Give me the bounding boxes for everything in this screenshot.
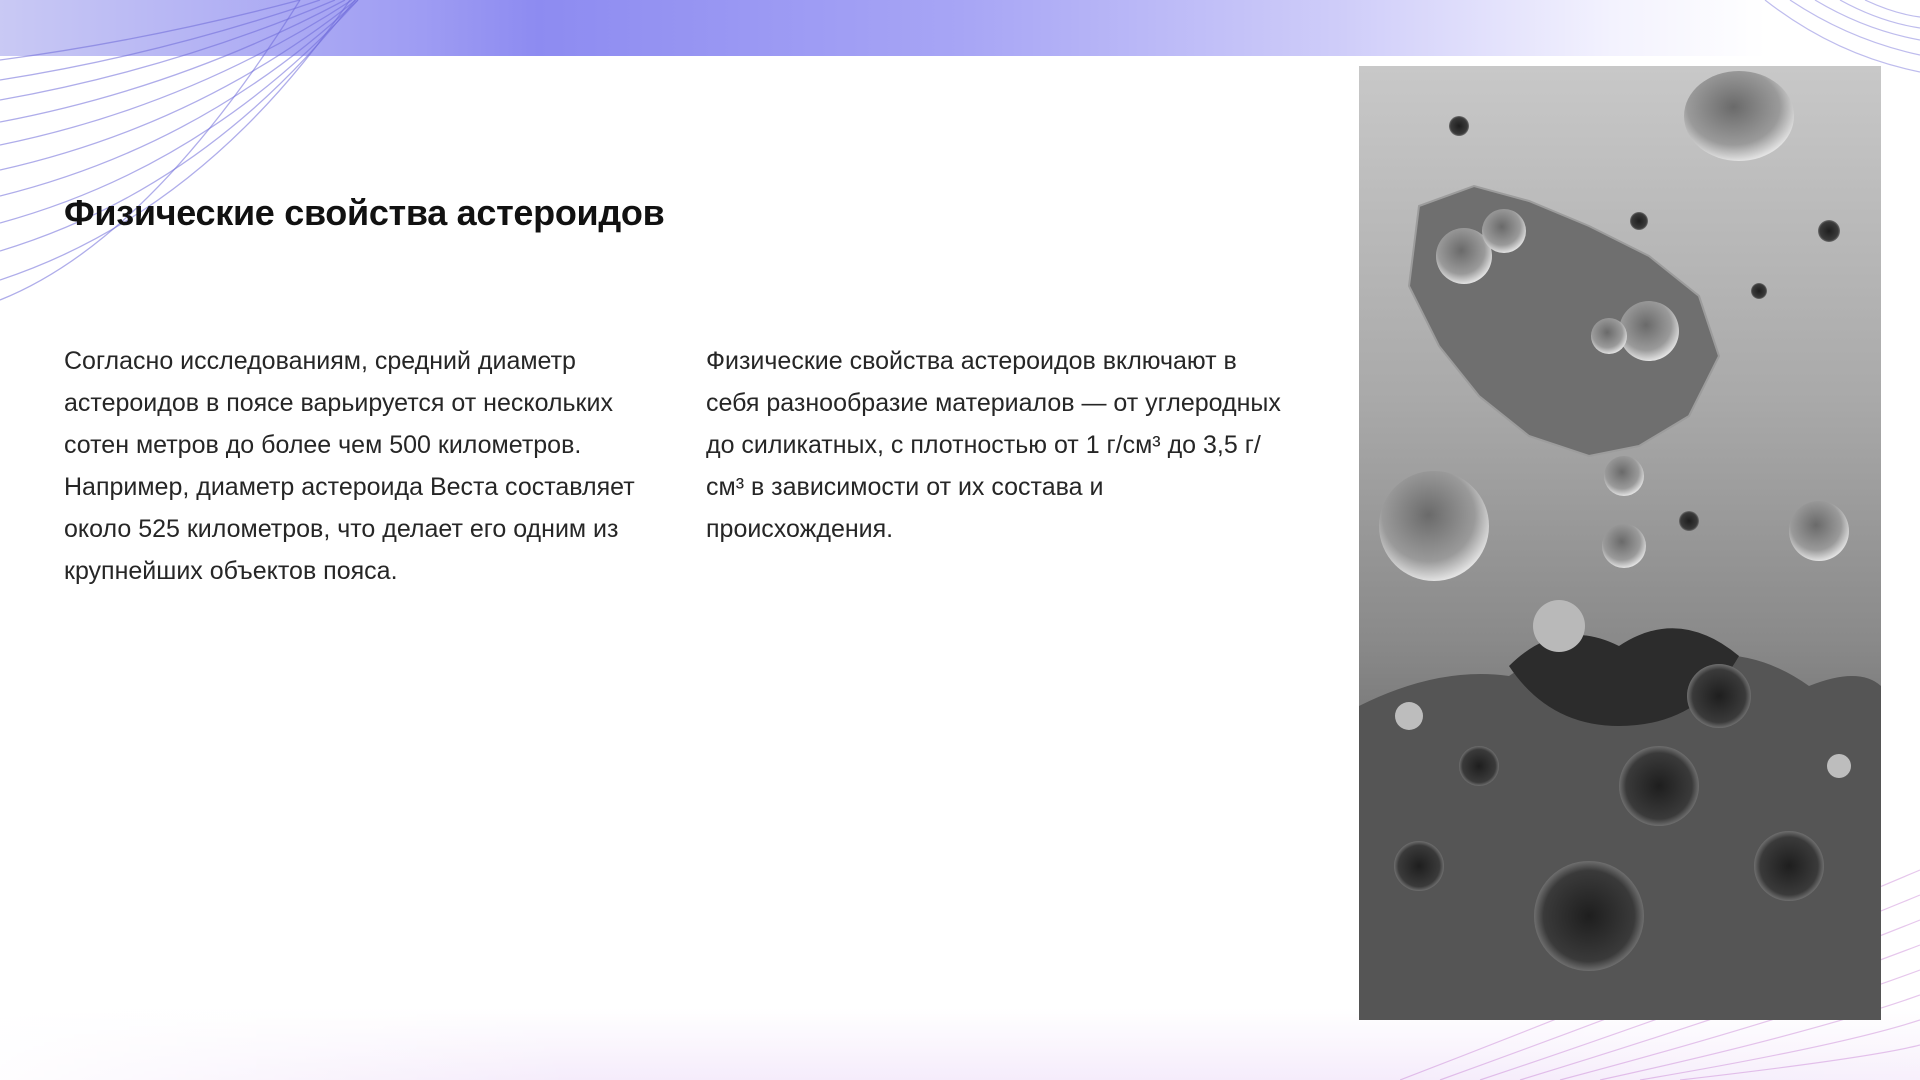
top-gradient-band bbox=[0, 0, 1920, 56]
slide-title: Физические свойства астероидов bbox=[64, 192, 665, 233]
asteroid-surface-photo bbox=[1359, 66, 1881, 1020]
left-paragraph: Согласно исследованиям, средний диаметр астероидов в поясе варьируется от нескольких сотен метров до более чем 500 километров. Например, диаметр астероида Веста составляет около 525 километров, что делает его одним из крупнейших объектов пояса. bbox=[64, 347, 635, 585]
cratered-surface-illustration bbox=[1359, 66, 1881, 1020]
right-paragraph: Физические свойства астероидов включают в себя разнообразие материалов — от углеродных до силикатных, с плотностью от 1 г/см³ до 3,5 г/см³ в зависимости от их состава и происхождения. bbox=[706, 347, 1281, 543]
